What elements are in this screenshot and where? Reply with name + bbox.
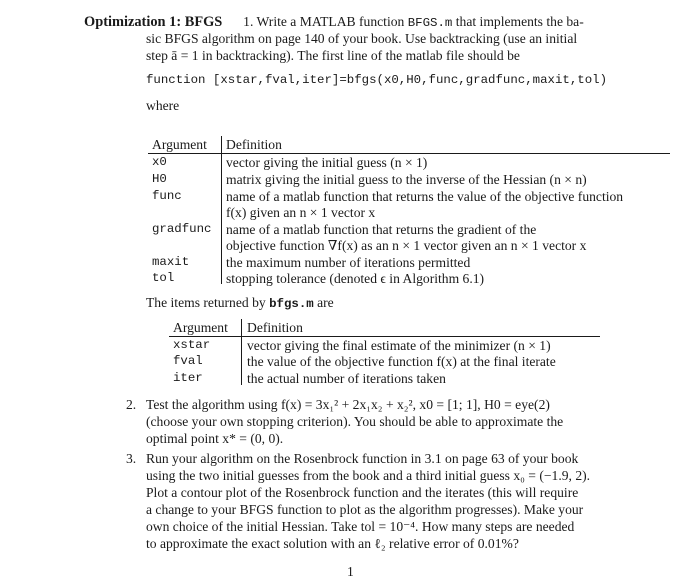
inputs-row-def-cont: f(x) given an n × 1 vector x <box>226 205 376 220</box>
section-heading: Optimization 1: BFGS <box>84 14 223 30</box>
outputs-row-arg: xstar <box>173 338 211 352</box>
inputs-row-def: vector giving the initial guess (n × 1) <box>226 155 428 170</box>
inputs-row-arg: H0 <box>152 172 167 186</box>
inputs-row-def-cont: objective function ∇f(x) as an n × 1 vector given an n × 1 vector x <box>226 238 587 253</box>
inputs-row-def: stopping tolerance (denoted ϵ in Algorithm 6.1) <box>226 271 485 286</box>
item2-line3: optimal point x* = (0, 0). <box>146 431 284 446</box>
outputs-column-divider <box>241 319 242 385</box>
items-returned-line <box>146 294 334 313</box>
inputs-row-def: the maximum number of iterations permitted <box>226 255 471 270</box>
item1-filename: BFGS.m <box>407 16 453 30</box>
outputs-row-arg: fval <box>173 354 203 368</box>
outputs-row-def: the value of the objective function f(x) at the final iterate <box>247 354 556 369</box>
item1-line3: step ā = 1 in backtracking). The first line of the matlab file should be <box>146 48 520 63</box>
inputs-header-definition: Definition <box>226 137 282 152</box>
item3-line6: to approximate the exact solution with an ℓ₂ relative error of 0.01%? <box>146 536 519 551</box>
inputs-header-argument: Argument <box>152 137 207 152</box>
item1-text-end: that implements the ba- <box>455 14 584 29</box>
outputs-row-def: vector giving the final estimate of the minimizer (n × 1) <box>247 338 551 353</box>
item2-line2: (choose your own stopping criterion). You should be able to approximate the <box>146 414 564 429</box>
inputs-row-arg: func <box>152 189 182 203</box>
item3-line3: Plot a contour plot of the Rosenbrock function and the iterates (this will require <box>146 485 579 500</box>
item2-line1: Test the algorithm using f(x) = 3x₁² + 2x₁x₂ + x₂², x0 = [1; 1], H0 = eye(2) <box>146 397 550 412</box>
item1-line2: sic BFGS algorithm on page 140 of your book. Use backtracking (use an initial <box>146 31 578 46</box>
inputs-row-arg: gradfunc <box>152 222 212 236</box>
outputs-row-arg: iter <box>173 371 203 385</box>
inputs-row-arg: tol <box>152 271 175 285</box>
item3-line4: a change to your BFGS function to plot as the algorithm progresses). Make your <box>146 502 584 517</box>
inputs-row-arg: maxit <box>152 255 190 269</box>
item3-line2: using the two initial guesses from the book and a third initial guess x₀ = (−1.9, 2). <box>146 468 591 483</box>
item3-line1: Run your algorithm on the Rosenbrock function in 3.1 on page 63 of your book <box>146 451 579 466</box>
items-returned-post: are <box>317 295 334 310</box>
item3-line5: own choice of the initial Hessian. Take tol = 10⁻⁴. How many steps are needed <box>146 519 575 534</box>
outputs-header-definition: Definition <box>247 320 303 335</box>
item2-number: 2. <box>126 397 137 412</box>
items-returned-pre: The items returned by <box>146 295 266 310</box>
inputs-row-def: name of a matlab function that returns the value of the objective function <box>226 189 624 204</box>
outputs-header-argument: Argument <box>173 320 228 335</box>
items-returned-filename: bfgs.m <box>269 297 314 311</box>
where-label: where <box>146 98 180 113</box>
inputs-row-def: name of a matlab function that returns the gradient of the <box>226 222 537 237</box>
inputs-column-divider <box>221 136 222 284</box>
item1-text-start: Write a MATLAB function <box>256 14 405 29</box>
inputs-row-def: matrix giving the initial guess to the inverse of the Hessian (n × n) <box>226 172 587 187</box>
item1-number: 1. <box>243 14 254 29</box>
item3-number: 3. <box>126 451 137 466</box>
function-signature: function [xstar,fval,iter]=bfgs(x0,H0,func,gradfunc,maxit,tol) <box>146 73 608 87</box>
outputs-row-def: the actual number of iterations taken <box>247 371 446 386</box>
inputs-row-arg: x0 <box>152 155 167 169</box>
page-number: 1 <box>347 564 354 579</box>
